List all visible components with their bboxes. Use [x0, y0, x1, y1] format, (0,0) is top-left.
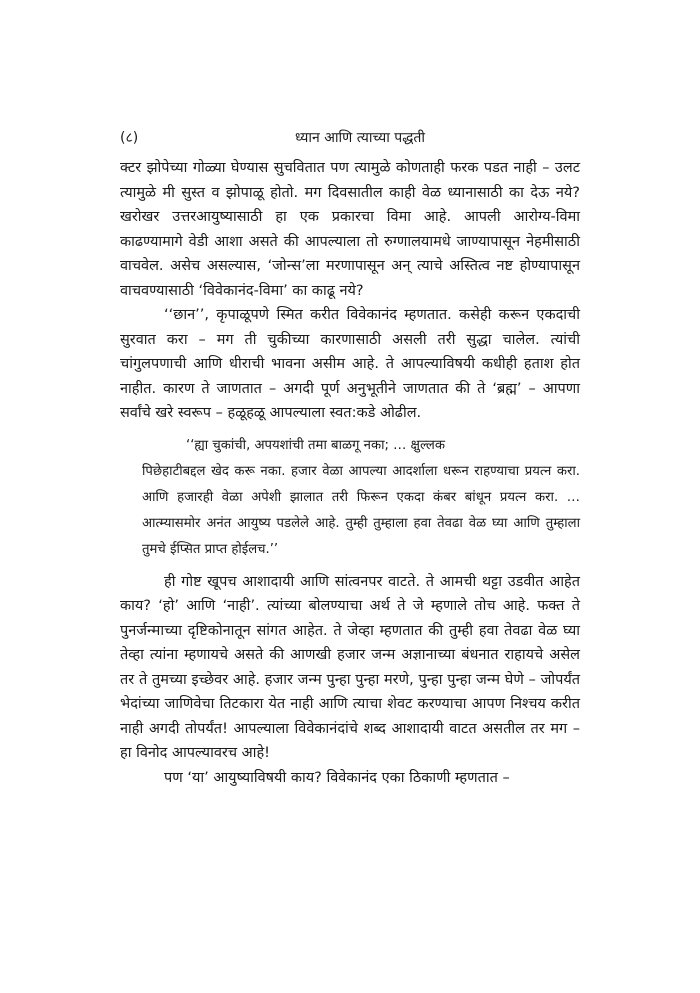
- page-header: [120, 128, 600, 150]
- quote-first-line: ‘‘ह्या चुकांची, अपयशांची तमा बाळगू नका; … क्षुल्लक: [186, 437, 445, 453]
- paragraph-2: ‘‘छान’’, कृपाळूपणे स्मित करीत विवेकानंद म्हणतात. कसेही करून एकदाची सुरवात करा – मग ती चुकीच्या कारणासाठी असली तरी सुद्धा चालेल. त्यांची चांगुलपणाची आणि धीराची भावना असीम आहे. ते आपल्याविषयी कधीही हताश होत नाहीत. कारण ते जाणतात – अगदी पूर्ण अनुभूतीने जाणतात की ते ‘ब्रह्म’ – आपणा सर्वांचे खरे स्वरूप – हळूहळू आपल्याला स्वत:कडे ओढील.: [120, 307, 580, 421]
- quote-body: पिछेहाटीबद्दल खेद करू नका. हजार वेळा आपल्या आदर्शाला धरून राहण्याचा प्रयत्न करा. आणि हजारही वेळा अपेशी झालात तरी फिरून एकदा कंबर बांधून प्रयत्न करा. … आत्म्यासमोर अनंत आयुष्य पडलेले आहे. तुम्ही तुम्हाला हवा तेवढा वेळ घ्या आणि तुम्हाला तुमचे ईप्सित प्राप्त होईलच.’’: [142, 463, 580, 557]
- page-number: (८): [120, 130, 139, 146]
- paragraph-1: क्टर झोपेच्या गोळ्या घेण्यास सुचवितात पण त्यामुळे कोणताही फरक पडत नाही – उलट त्यामुळे मी सुस्त व झोपाळू होतो. मग दिवसातील काही वेळ ध्यानासाठी का देऊ नये? खरोखर उत्तरआयुष्यासाठी हा एक प्रकारचा विमा आहे. आपली आरोग्य-विमा काढण्यामागे वेडी आशा असते की आपल्याला तो रुग्णालयामधे जाण्यापासून नेहमीसाठी वाचवेल. असेच असल्यास, ‘जोन्स’ला मरणापासून अन् त्याचे अस्तित्व नष्ट होण्यापासून वाचवण्यासाठी ‘विवेकानंद-विमा’ का काढू नये?: [120, 160, 580, 299]
- block-quote: [142, 433, 580, 563]
- body-text: [120, 156, 580, 790]
- paragraph-3: ही गोष्ट खूपच आशादायी आणि सांत्वनपर वाटते. ते आमची थट्टा उडवीत आहेत काय? ‘हो’ आणि ‘नाही’. त्यांच्या बोलण्याचा अर्थ ते जे म्हणाले तोच आहे. फक्त ते पुनर्जन्माच्या दृष्टिकोनातून सांगत आहेत. ते जेव्हा म्हणतात की तुम्ही हवा तेवढा वेळ घ्या तेव्हा त्यांना म्हणायचे असते की आणखी हजार जन्म अज्ञानाच्या बंधनात राहायचे असेल तर ते तुमच्या इच्छेवर आहे. हजार जन्म पुन्हा पुन्हा मरणे, पुन्हा पुन्हा जन्म घेणे – जोपर्यंत भेदांच्या जाणिवेचा तिटकारा येत नाही आणि त्याचा शेवट करण्याचा आपण निश्चय करीत नाही अगदी तोपर्यंत! आपल्याला विवेकानंदांचे शब्द आशादायी वाटत असतील तर मग – हा विनोद आपल्यावरच आहे!: [120, 573, 580, 761]
- paragraph-4: पण ‘या’ आयुष्याविषयी काय? विवेकानंद एका ठिकाणी म्हणतात –: [164, 769, 510, 786]
- running-title: ध्यान आणि त्याच्या पद्धती: [294, 130, 426, 146]
